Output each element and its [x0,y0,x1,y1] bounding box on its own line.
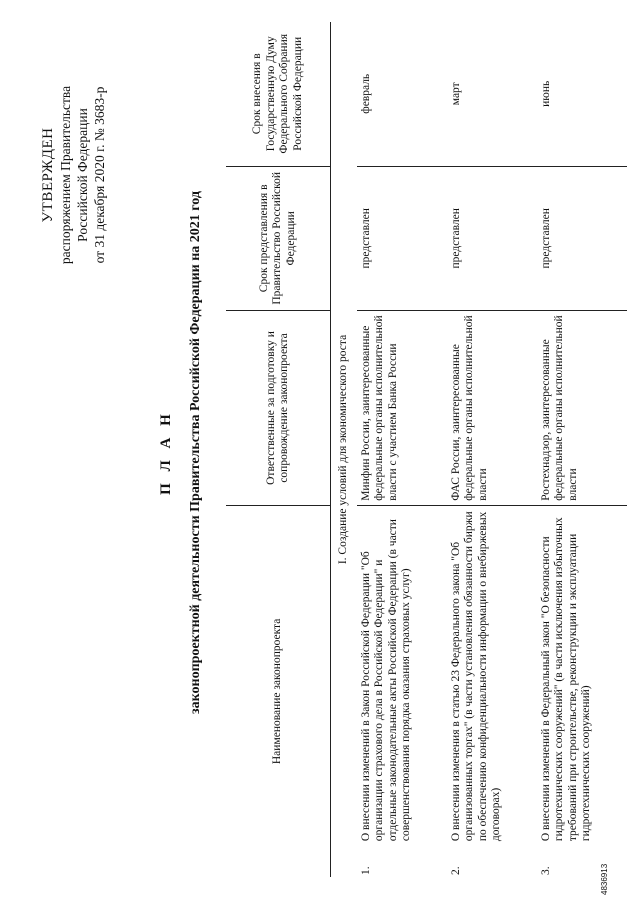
gov-deadline: представлен [357,166,447,311]
approval-heading: УТВЕРЖДЕН [40,127,56,223]
responsible-bodies: Минфин России, заинтересованные федеральные органы исполнительной власти с участием Банка России [357,311,447,506]
responsible-bodies: ФАС России, заинтересованные федеральные органы исполнительной власти [447,311,537,506]
section-title: I. Создание условий для экономического роста [337,334,349,565]
header-responsible: Ответственные за подготовку и сопровождение законопроекта [226,311,331,506]
approval-line-1: распоряжением Правительства [58,85,73,265]
header-gov-deadline: Срок представления в Правительство Российской Федерации [226,166,331,311]
header-duma-deadline: Срок внесения в Государственную Думу Федерального Собрания Российской Федерации [226,22,331,166]
table-row [357,22,447,877]
responsible-bodies: Ростехнадзор, заинтересованные федеральные органы исполнительной власти [537,311,627,506]
document-id: 4836913 [600,863,609,895]
table-header-row [226,22,331,877]
gov-deadline: представлен [447,166,537,311]
approval-stamp [40,10,108,340]
approval-line-2: Российской Федерации [75,108,90,242]
bill-name: О внесении изменений в Закон Российской Федерации "Об организации страхового дела в Российской Федерации" и отдельные законодательные акты Российской Федерации (в части совершенствования порядка оказания страховых услуг) [359,519,412,842]
bill-name: О внесении изменений в Федеральный закон "О безопасности гидротехнических сооружений" (в части исключения избыточных требований при строительстве, реконструкции и эксплуатации гидротехнических сооружений) [539,517,592,842]
duma-deadline: февраль [357,22,447,166]
header-name: Наименование законопроекта [226,505,331,877]
duma-deadline: март [447,22,537,166]
table-row [537,22,627,877]
legislation-plan-table [226,22,627,877]
section-row [331,22,357,877]
plan-title: П Л А Н [158,410,174,495]
approval-line-3: от 31 декабря 2020 г. № 3683-р [92,86,107,264]
row-number: 3. [539,866,552,875]
gov-deadline: представлен [537,166,627,311]
table-row [447,22,537,877]
row-number: 2. [449,866,462,875]
duma-deadline: июнь [537,22,627,166]
row-number: 1. [359,866,372,875]
bill-name: О внесении изменения в статью 23 Федерального закона "Об организованных торгах" (в части установления обязанности биржи по обеспечению конфиденциальности информации о внебиржевых договорах) [449,511,502,842]
plan-subtitle: законопроектной деятельности Правительства Российской Федерации на 2021 год [188,191,203,714]
